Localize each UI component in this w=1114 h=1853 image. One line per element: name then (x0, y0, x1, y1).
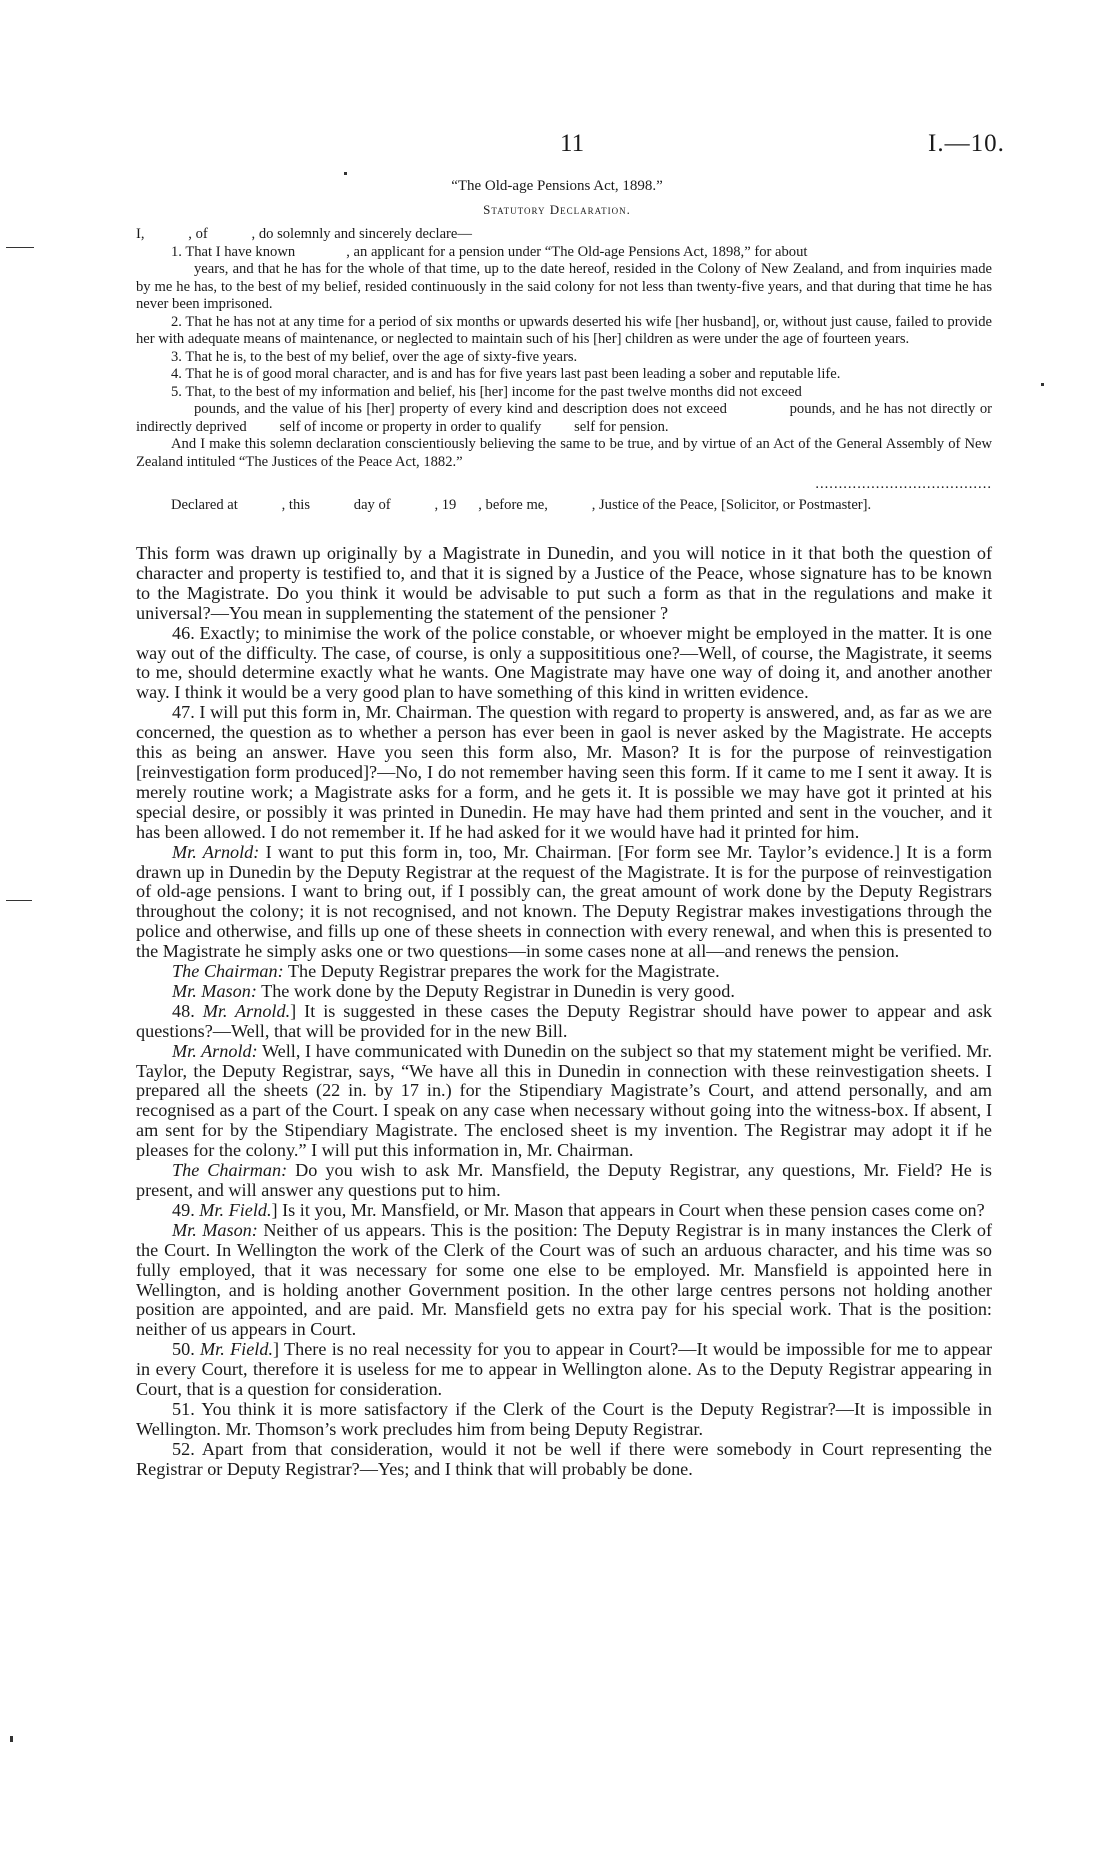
signature-line: ...................................... (815, 476, 992, 492)
speaker-label: The Chairman: (172, 1160, 288, 1181)
speaker-label: Mr. Mason: (172, 980, 257, 1001)
speaker-label: Mr. Arnold. (202, 1000, 291, 1021)
paragraph-text: ] Is it you, Mr. Mansfield, or Mr. Mason that appears in Court when these pension cases come on? (271, 1199, 985, 1220)
speaker-label: The Chairman: (172, 961, 284, 982)
form-line: 4. That he is of good moral character, and is and has for five years last past been leading a sober and reputable life. (171, 366, 841, 382)
paragraph-text: 51. You think it is more satisfactory if the Clerk of the Court is the Deputy Registrar?—It is impossible in Wellington. Mr. Thomson’s work precludes him from being Deputy Registrar. (136, 1398, 992, 1439)
document-reference: I.—10. (928, 130, 1005, 157)
margin-mark (6, 247, 34, 248)
paragraph (136, 982, 992, 1002)
paragraph (136, 1340, 992, 1400)
paragraph-text: This form was drawn up originally by a Magistrate in Dunedin, and you will notice in it that both the question of character and property is testified to, and that it is signed by a Justice of the Peace, whose signature has to be known to the Magistrate. Do you think it would be advisable to put such a form as that in the regulations and make it universal?—You mean in supplementing the statement of the pensioner ? (136, 543, 992, 623)
form-line: 1. That I have known , an applicant for a pension under “The Old-age Pensions Act, 1898,” for about (171, 243, 808, 260)
declared-line: Declared at , this day of , 19 , before me, , Justice of the Peace, [Solicitor, or Postmaster]. (171, 497, 872, 513)
paragraph-text: 50. (172, 1339, 201, 1360)
speaker-label: Mr. Mason: (172, 1219, 258, 1240)
paragraph-text: ] It is suggested in these cases the Deputy Registrar should have power to appear and ask questions?—Well, that will be provided for in the new Bill. (136, 1000, 993, 1041)
paragraph-text: I want to put this form in, too, Mr. Chairman. [For form see Mr. Taylor’s evidence.] It is a form drawn up in Dunedin by the Deputy Registrar at the request of the Magistrate. It is for the purpose of reinvestigation of old-age pensions. I want to bring out, if I possibly can, the great amount of work done by the Deputy Registrars throughout the colony; it is not recognised, and not known. The Deputy Registrar makes investigations through the police and otherwise, and fills up one of these sheets in connection with every renewal, and when this is presented to the Magistrate he simply asks one or two questions—in some cases none at all—and renews the pension. (136, 841, 992, 962)
form-line: years, and that he has for the whole of that time, up to the date hereof, resided in the Colony of New Zealand, and from inquiries made by me he has, to the best of my belief, resided continuously in the said colony for not less than twenty-five years, and that during that time he has never been imprisoned. (136, 261, 992, 312)
paragraph-text: Neither of us appears. This is the position: The Deputy Registrar is in many instances the Clerk of the Court. In Wellington the work of the Clerk of the Court was of such an arduous character, and his time was so fully employed, that it was necessary for some one else to be employed. Mr. Mansfield is appointed here in Wellington, and is holding another Government position. In the other large centres persons not holding another position are appointed, and are paid. Mr. Mansfield gets no extra pay for his special work. That is the position: neither of us appears in Court. (136, 1219, 993, 1340)
paragraph-text: ] There is no real necessity for you to appear in Court?—It would be impossible for me to appear in every Court, therefore it is useless for me to appear in Wellington alone. As to the Deputy Registrar appearing in Court, that is a question for consideration. (136, 1339, 993, 1400)
paragraph-text: The Deputy Registrar prepares the work for the Magistrate. (283, 961, 720, 982)
evidence-text (136, 544, 992, 1480)
margin-mark (10, 1736, 13, 1742)
paragraph (136, 1221, 992, 1340)
form-line: And I make this solemn declaration conscientiously believing the same to be true, and by virtue of an Act of the General Assembly of New Zealand intituled “The Justices of the Peace Act, 1882.” (136, 436, 992, 470)
margin-mark (6, 900, 32, 901)
paragraph-text: 48. (172, 1000, 203, 1021)
form-line: 5. That, to the best of my information and belief, his [her] income for the past twelve months did not exceed (171, 383, 802, 400)
paragraph-text: 49. (172, 1199, 200, 1220)
margin-mark (344, 172, 347, 175)
form-line: 3. That he is, to the best of my belief, over the age of sixty-five years. (171, 348, 578, 365)
speaker-label: Mr. Field. (200, 1339, 274, 1360)
paragraph (136, 1002, 992, 1042)
statutory-declaration-form (136, 226, 996, 515)
margin-mark (1041, 383, 1044, 386)
form-line: I, , of , do solemnly and sincerely declare— (136, 226, 472, 242)
paragraph (136, 1201, 992, 1221)
paragraph (136, 962, 992, 982)
form-line: 2. That he has not at any time for a period of six months or upwards deserted his wife [her husband], or, without just cause, failed to provide her with adequate means of maintenance, or neglected to maintain such of his [her] children as were under the age of fourteen years. (136, 313, 992, 347)
paragraph-text: 47. I will put this form in, Mr. Chairman. The question with regard to property is answered, and, as far as we are concerned, the question as to whether a person has ever been in gaol is never asked by the Magistrate. He accepts this as being an answer. Have you seen this form also, Mr. Mason? It is for the purpose of reinvestigation [reinvestigation form produced]?—No, I do not remember having seen this form. If it came to me I sent it away. It is merely routine work; a Magistrate asks for a form, and he gets it. It is possible we may have got it printed at his special desire, or possibly it was printed in Dunedin. He may have had them printed and sent in the voucher, and it has been allowed. I do not remember it. If he had asked for it we would have had it printed for him. (136, 702, 992, 842)
form-title: “The Old-age Pensions Act, 1898.” (451, 178, 663, 194)
paragraph (136, 1161, 992, 1201)
paragraph (136, 1042, 992, 1161)
paragraph (136, 1440, 992, 1480)
paragraph (136, 1400, 992, 1440)
page-number: 11 (560, 130, 585, 157)
paragraph-text: Do you wish to ask Mr. Mansfield, the Deputy Registrar, any questions, Mr. Field? He is present, and will answer any questions put to him. (136, 1160, 992, 1200)
form-line: pounds, and the value of his [her] property of every kind and description does not exceed pounds, and he has not directly or indirectly deprived self of income or property in order to qualify self for pension. (136, 401, 996, 435)
speaker-label: Mr. Arnold: (172, 841, 260, 862)
paragraph-text: 52. Apart from that consideration, would it not be well if there were somebody in Court representing the Registrar or Deputy Registrar?—Yes; and I think that will probably be done. (136, 1438, 992, 1479)
paragraph (136, 624, 992, 704)
paragraph (136, 843, 992, 962)
speaker-label: Mr. Field. (199, 1199, 272, 1220)
paragraph-text: 46. Exactly; to minimise the work of the police constable, or whoever might be employed in the matter. It is one way out of the difficulty. The case, of course, is only a supposititious one?—Well, of course, the Magistrate, it seems to me, should determine exactly what he wants. One Magistrate may have one way of doing it, and another another way. I think it would be a very good plan to have something of this kind in written evidence. (136, 622, 992, 703)
form-subtitle: Statutory Declaration. (483, 202, 631, 217)
paragraph-text: Well, I have communicated with Dunedin on the subject so that my statement might be verified. Mr. Taylor, the Deputy Registrar, says, “We have all this in Dunedin in connection with these reinvestigation sheets. I prepared all the sheets (22 in. by 17 in.) for the Stipendiary Magistrate’s Court, and attend personally, and am recognised as a part of the Court. I speak on any case when necessary without going into the witness-box. If absent, I am sent for by the Stipendiary Magistrate. The enclosed sheet is my invention. The Registrar may adopt it if he pleases for the colony.” I will put this information in, Mr. Chairman. (136, 1040, 992, 1161)
paragraph-text: The work done by the Deputy Registrar in Dunedin is very good. (256, 980, 735, 1001)
speaker-label: Mr. Arnold: (172, 1040, 258, 1061)
paragraph (136, 703, 992, 842)
paragraph (136, 544, 992, 624)
